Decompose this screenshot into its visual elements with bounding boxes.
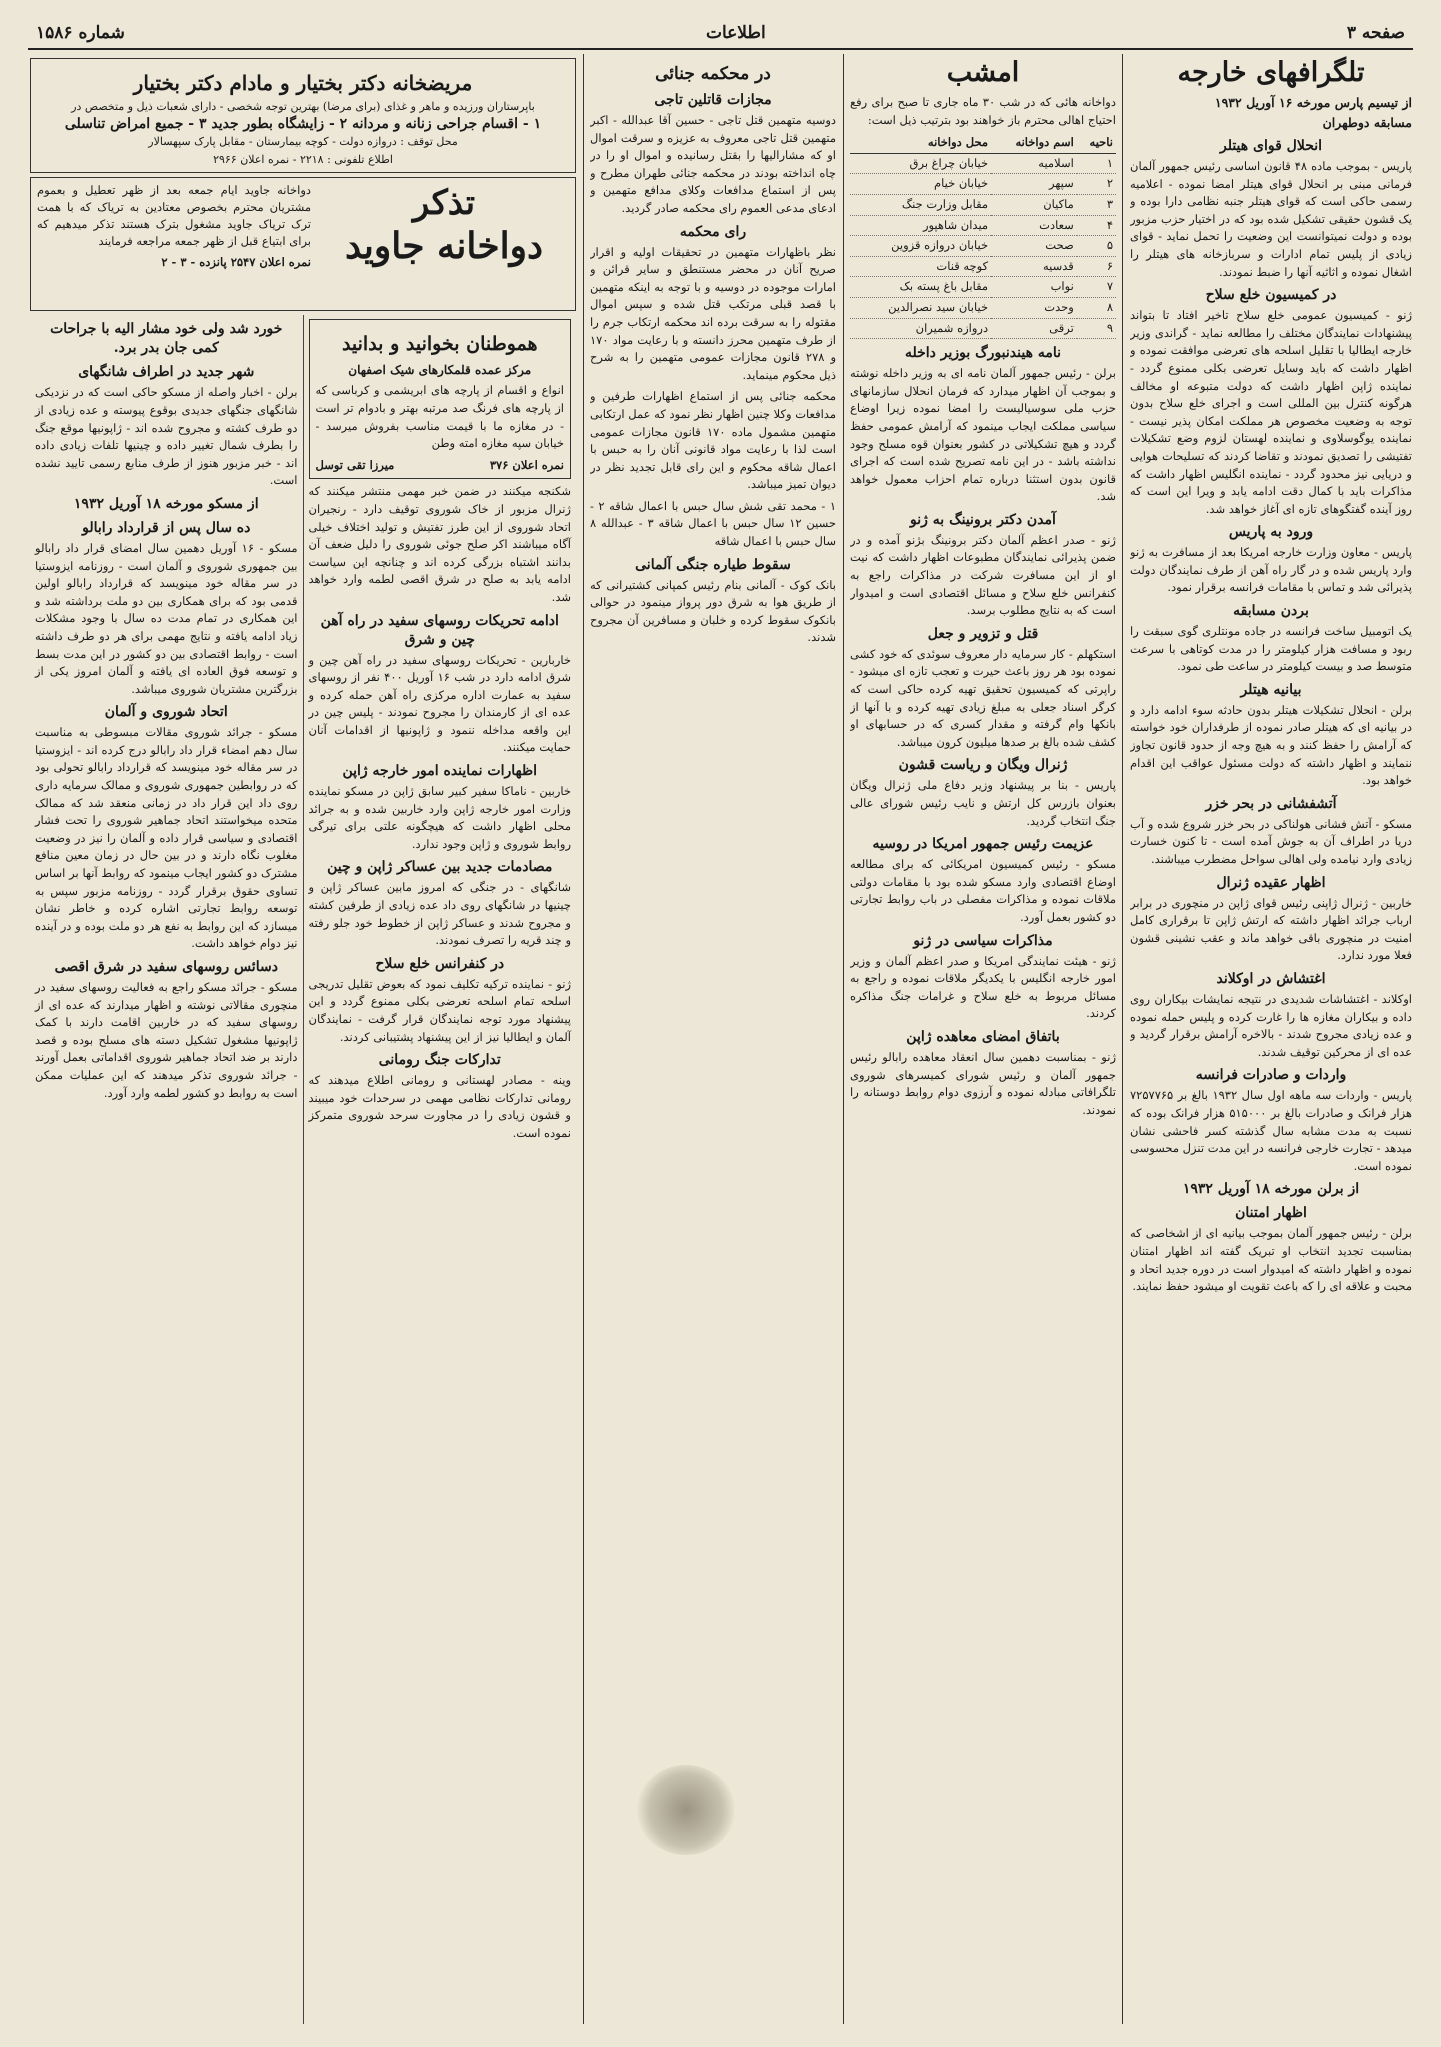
table-cell: نواب [991, 277, 1077, 298]
table-header: اسم دواخانه [991, 133, 1077, 153]
article-headline: در کمیسیون خلع سلاح [1205, 287, 1337, 304]
article-body: بانک کوک - آلمانی بنام رئیس کمپانی کشتیرانی که از طریق هوا به شرق دور پرواز مینمود در حوالی بانکوک سقوط کرده و خلبان و مسافرین آن مجروح شدند. [590, 577, 836, 645]
article-headline: انحلال قوای هیتلر [1219, 138, 1323, 154]
table-row [850, 153, 1116, 174]
table-cell: ۸ [1077, 297, 1116, 318]
article-headline: آتشفشانی در بحر خزر [1205, 795, 1337, 812]
article-list [590, 223, 836, 647]
article-list [309, 483, 572, 1142]
article-body: ژنو - بمناسبت دهمین سال انعقاد معاهده رابالو رئیس جمهور آلمان و رئیس شورای کمیسرهای شوروی تلگرافاتی مبادله نموده و آرزوی دوام روابط دوستانه را نمودند. [850, 1049, 1116, 1117]
article-headline: آمدن دکتر برونینگ به ژنو [910, 511, 1056, 528]
article-headline: دسائس روسهای سفید در شرق اقصی [54, 959, 278, 975]
table-cell: دروازه شمیران [850, 318, 991, 339]
column-divider [583, 54, 584, 2024]
article-body: اوکلاند - اغتشاشات شدیدی در نتیجه نمایشات بیکاران روی داده و بیکاران مغازه ها را غارت کرده و پلیس حمله نموده و عده زیادی مجروح شدند - بالاخره آرامش برقرار گردید و عده ای از محرکین توقیف شدند. [1130, 991, 1412, 1059]
article-headline: بردن مسابقه [1233, 603, 1309, 620]
article-headline: شهر جدید در اطراف شانگهای [78, 364, 255, 381]
ad-title: مریضخانه دکتر بختیار و مادام دکتر بختیار [133, 71, 473, 95]
article-headline: خورد شد ولی خود مشار الیه با جراحات کمی جان بدر برد. [50, 321, 283, 357]
ad-line: اطلاع تلفونی : ۲۲۱۸ - نمره اعلان ۲۹۶۶ [213, 152, 393, 166]
ad-code: نمره اعلان ۳۷۶ [489, 457, 564, 472]
article-body: مسکو - رئیس کمیسیون امریکائی که برای مطالعه اوضاع اقتصادی وارد مسکو شده بود با مقامات دولتی ملاقات نموده و مذاکرات مفصلی در باب روابط تجارتی دو کشور بعمل آورد. [850, 857, 1116, 924]
table-row [850, 256, 1116, 277]
table-cell: خیابان سید نصرالدین [850, 297, 991, 318]
ad-title: هموطنان بخوانید و بدانید [341, 333, 538, 356]
article-headline: ژنرال ویگان و ریاست قشون [898, 757, 1068, 774]
table-row [850, 215, 1116, 236]
article-body: پاریس - واردات سه ماهه اول سال ۱۹۳۲ بالغ بر ۷۲۵۷۷۶۵ هزار فرانک و صادرات بالغ بر ۵۱۵۰۰۰ هزار فرانک بوده که نسبت به مدت مشابه سال گذشته کسر فاحشی نشان میدهد - تجارت خارجی فرانسه در این مدت تنزل محسوسی نموده است. [1130, 1088, 1412, 1173]
article-headline: عزیمت رئیس جمهور امریکا در روسیه [872, 836, 1094, 853]
column-criminal-court [590, 54, 836, 2024]
ad-line: باپرستاران ورزیده و ماهر و غذای (برای مرضا) بهترین توجه شخصی - دارای شعبات ذیل و متخصص در [71, 100, 535, 113]
ad-isfahan-textiles [309, 319, 572, 479]
section-title: تلگرافهای خارجه [1177, 57, 1365, 88]
table-cell: اسلامیه [991, 153, 1077, 174]
article-body: شانگهای - در جنگی که امروز مابین عساکر ژاپن و چینیها در شانگهای روی داد عده زیادی از طرفین کشته و مجروح شدند و عساکر ژاپن از خطوط خود جلو رفته و چند قریه را تصرف نمودند. [308, 880, 571, 948]
table-row [850, 236, 1116, 257]
table-cell: ۲ [1077, 174, 1116, 195]
table-cell: ماکیان [991, 194, 1077, 215]
article-body: ژنو - صدر اعظم آلمان دکتر برونینگ بژنو آمده و در ضمن پذیرائی نمایندگان مطبوعات اظهار داشت که نیت او از این مسافرت شرکت در مذاکرات راجع به کنفرانس خلع سلاح و مسائل اقتصادی است و امیدوار است که به نتایج مطلوب برسد. [850, 532, 1116, 618]
table-cell: ۷ [1077, 277, 1116, 298]
table-row [850, 277, 1116, 298]
article-body: نظر باظهارات متهمین در تحقیقات اولیه و اقرار صریح آنان در محضر مستنطق و سایر قرائن و امارات موجوده در دوسیه و با توجه به اینکه متهمین با قصد قبلی مرتکب قتل شده و سپس اموال مقتوله را به سرقت برده اند محکمه ارتکاب جرم را از طرف متهمین محرز دانسته و با رعایت مواد ۱۷۰ و ۲۷۸ قانون مجازات عمومی متهمین را به شرح ذیل محکوم مینماید. [590, 244, 836, 382]
article-body: مسکو - جرائد مسکو راجع به فعالیت روسهای سفید در منچوری مقالاتی نوشته و اظهار میدارند که عده ای از روسهای سفید که در خاربین اقامت دارند با کمک ژاپونیها مشغول تشکیل دسته های مسلح بوده و قصد دارند بر ضد اتحاد جماهیر شوروی اقداماتی بعمل آورند - جرائد شوروی تذکر میدهند که این عملیات ممکن است به روابط دو کشور لطمه وارد آورد. [35, 980, 298, 1100]
table-cell: سعادت [991, 215, 1077, 236]
article-body: مسکو - آتش فشانی هولناکی در بحر خزر شروع شده و آب دریا در اطراف آن به جوش آمده است - تا کنون خسارت زیادی وارد نیامده ولی اهالی سواحل مضطرب میباشند. [1130, 816, 1412, 866]
table-header: محل دواخانه [850, 133, 991, 153]
table-cell: مقابل وزارت جنگ [850, 194, 991, 215]
article-headline: باتفاق امضای معاهده ژاپن [906, 1028, 1060, 1045]
section-title: امشب [946, 57, 1020, 88]
article-body: مسکو - جرائد شوروی مقالات مبسوطی به مناسبت سال دهم امضاء قرار داد رابالو درج کرده اند - ایزوستیا در سر مقاله خود مینویسد که قرارداد رابالو تحولی بود که در روابطین جمهوری شوروی و ممالک سرمایه داری روی داد این قرار داد در زمانی منعقد شد که ممالک متحده میخواستند اتحاد جماهیر شوروی را تحت فشار اقتصادی و سیاسی قرار داده و آلمان را نیز در وضعیت مغلوب نگاه دارند و در بین حال در زمان معین منافع مشترک دو کشور ایجاب مینمود که روابط آنها بر اساس تساوی حقوق برقرار گردد - روزنامه مزبور سپس به توسعه روابط تجارتی اشاره کرده و خاطر نشان میسازد که این روابط به نفع هر دو ملت بوده و در آینده نیز دوام خواهد داشت. [35, 725, 298, 951]
table-cell: ۶ [1077, 256, 1116, 277]
table-cell: ۴ [1077, 215, 1116, 236]
section-subtitle-2: مسابقه دوطهران [1322, 115, 1412, 130]
table-cell: خیابان چراغ برق [850, 153, 991, 174]
two-column-area [30, 315, 576, 2024]
table-cell: خیابان دروازه قزوین [850, 236, 991, 257]
article-headline: اغتشاش در اوکلاند [1216, 970, 1326, 987]
article-body: ژنو - هیئت نمایندگی امریکا و صدر اعظم آلمان و وزیر امور خارجه انگلیس با یکدیگر ملاقات نموده و راجع به مسائل مربوط به خلع سلاح و غرامات جنگ مذاکره کردند. [850, 953, 1116, 1021]
table-cell: ۳ [1077, 194, 1116, 215]
table-cell: خیابان خیام [850, 174, 991, 195]
article-headline: از مسکو مورخه ۱۸ آوریل ۱۹۳۲ [73, 495, 259, 512]
article-headline: ادامه تحریکات روسهای سفید در راه آهن چین و شرق [320, 612, 559, 648]
ad-title: تذکر [412, 183, 476, 224]
table-cell: ۱ [1077, 153, 1116, 174]
article-list [35, 320, 298, 1102]
table-row [850, 174, 1116, 195]
article-headline: رای محکمه [679, 223, 747, 240]
article-body: خاربارین - تحریکات روسهای سفید در راه آهن چین و شرق ادامه دارد در شب ۱۶ آوریل ۴۰۰ نفر از روسهای سفید به عمارت اداره مرکزی راه آهن حمله کرده و عده ای از کارمندان را مجروح نمودند - پلیس چین در این واقعه مداخله ننمود و ژاپونیها از اقدامات آنان حمایت میکنند. [308, 652, 571, 755]
article-headline: نامه هیندنبورگ بوزیر داخله [904, 345, 1062, 362]
table-cell: مقابل باغ پسته بک [850, 277, 991, 298]
article-headline: اظهار امتنان [1235, 1205, 1307, 1222]
ad-subtitle: مرکز عمده قلمکارهای شیک اصفهان [348, 363, 532, 378]
article-headline: مصادمات جدید بین عساکر ژاپن و چین [327, 859, 553, 876]
article-body: استکهلم - کار سرمایه دار معروف سوئدی که خود کشی نموده بود هر روز باعث حیرت و تعجب تازه ای میشود - راپرتی که کمیسیون تحقیق تهیه کرده حاکی است که کرگر اسناد جعلی به مبلغ زیادی تهیه کرده و با آنها از بانکها وام گرفته و مقدار کسری که در حسابهای او کشف شده بالغ بر صدها میلیون کرون میباشد. [850, 646, 1116, 749]
table-cell: ترقی [991, 318, 1077, 339]
article-list [850, 344, 1116, 1119]
ad-footer [316, 457, 565, 475]
article-headline: اظهار عقیده ژنرال [1216, 874, 1326, 891]
article-body: شکنجه میکنند در ضمن خبر مهمی منتشر میکنند که ژنرال مزبور از خاک شوروی توقیف دارد - رنجیران اتحاد شوروی از این طرز تفتیش و تولید اختلاف خیلی آگاه میباشند اکر صلح جوئی شوروی را دلیل ضعف آن بدانند اشتباه بزرگی کرده اند و چنانچه این سیاست ادامه یابد به صلح در شرق اقصی لطمه وارد خواهد شد. [308, 484, 571, 604]
page-number: صفحه ۳ [1346, 23, 1405, 43]
table-cell: ۹ [1077, 318, 1116, 339]
column-tonight [850, 54, 1116, 2024]
ad-javid-pharmacy [30, 177, 576, 311]
article-headline: قتل و تزویر و جعل [927, 625, 1039, 642]
ad-text: دواخانه جاوید ایام جمعه بعد از ظهر تعطیل و بعموم مشتریان محترم بخصوص معتادین به تریاک که با همت ترک تریاک جاوید مشغول بترک هستند تذکر میدهیم که برای ابتیاع قبل از ظهر جمعه مراجعه فرمایند [37, 183, 311, 249]
article-body: ژنو - نماینده ترکیه تکلیف نمود که بعوض تقلیل تدریجی اسلحه تمام اسلحه تعرضی بکلی ممنوع گردد و این پیشنهاد مورد توجه نمایندگان قرار گرفت - نمایندگان آلمان و ایطالیا نیز از این پیشنهاد پشتیبانی کردند. [308, 976, 571, 1044]
article-headline: ورود به پاریس [1228, 524, 1314, 541]
ad-left-part [319, 182, 569, 275]
article-headline: تدارکات جنگ رومانی [378, 1052, 501, 1069]
article-body: ژنو - کمیسیون عمومی خلع سلاح تاخیر افتاد تا بتواند پیشنهادات نمایندگان مختلف را مطالعه نماید - گراندی وزیر خارجه ایطالیا با تقلیل اسلحه های تعرضی موافقت نموده و اظهار داشت که باید وسایل تعرضی بکلی ممنوع گردد - نماینده ژاپن اظهار داشت که دولت متبوعه او مخالف هرگونه کنترل بین المللی است و اجرای خلع سلاح بدون توجه به وضعیت مخصوص هر مملکت امکان پذیر نیست - نماینده یوگوسلاوی و نماینده لهستان لزوم وضع تشکیلات تفتیشی را تصدیق نمودند و تقاضا کردند که تسلیحات هوایی و دریایی نیز محدود گردد - نماینده انگلیس اظهار داشت که مذاکرات باید با کمال دقت ادامه یابد و ویرا این است که روز آینده گفتگوهای تازه ای آغاز خواهد شد. [1130, 308, 1412, 516]
ad-line: ۱ - اقسام جراحی زنانه و مردانه ۲ - زایشگاه بطور جدید ۳ - جمیع امراض تناسلی [64, 115, 542, 132]
section-subtitle: مجازات قاتلین تاجی [654, 92, 772, 108]
article-body: خاربین - ناماکا سفیر کبیر سابق ژاپن در مسکو نماینده وزارت امور خارجه ژاپن وارد خاربین شده و به جرائد محلی اظهار داشت که هیچگونه علتی برای تیرگی روابط شوروی و ژاپن وجود ندارد. [308, 784, 571, 851]
ad-signature: میرزا تقی توسل [315, 457, 395, 472]
ad-line: محل توقف : دروازه دولت - کوچه بیمارستان - مقابل پارک سپهسالار [148, 135, 458, 149]
table-row [850, 194, 1116, 215]
court-intro: دوسیه متهمین قتل تاجی - حسین آقا عبدالله - اکبر متهمین قتل تاجی معروف به عزیزه و سرقت اموال او که مشارالیها را بقتل رسانیده و اموال او را در چاه انداخته بودند در محکمه جنائی طهران مطرح و پس از استماع مدافعات وکلای مدافع متهمین و ادعای مدعی العموم رای محکمه صادر گردید. [590, 113, 836, 215]
ad-text: انواع و اقسام از پارچه های ابریشمی و کرباسی که از پارچه های فرنگ صد مرتبه بهتر و بادوام تر است - در مغازه ما با قیمت مناسب بفروش میرسد - خیابان سپه مغازه امته وطن [315, 383, 564, 451]
article-headline: واردات و صادرات فرانسه [1195, 1067, 1347, 1084]
table-cell: وحدت [991, 297, 1077, 318]
article-headline: سقوط طیاره جنگی آلمانی [635, 556, 791, 573]
issue-number: شماره ۱۵۸۶ [36, 23, 125, 43]
table-cell: میدان شاهپور [850, 215, 991, 236]
left-block [30, 54, 576, 2024]
article-headline: از برلن مورخه ۱۸ آوریل ۱۹۳۲ [1182, 1181, 1360, 1198]
article-body: پاریس - بنا بر پیشنهاد وزیر دفاع ملی ژنرال ویگان بعنوان بازرس کل ارتش و نایب رئیس شورای عالی جنگ انتخاب گردید. [850, 778, 1116, 828]
article-body: یک اتومبیل ساخت فرانسه در جاده مونتلری گوی سبقت را ربود و مسافت هزار کیلومتر را در مدت کوتاهی با سرعت متوسط صد و بیست کیلومتر در ساعت طی نمود. [1130, 624, 1412, 674]
article-body: وینه - مصادر لهستانی و رومانی اطلاع میدهند که رومانی تدارکات نظامی مهمی در سرحدات خود میبیند و قشون زیادی را در مجاورت سرحد شوروی متمرکز نموده است. [308, 1073, 571, 1140]
column-divider [843, 54, 844, 2024]
section-subtitle: از تیسیم پارس مورخه ۱۶ آوریل ۱۹۳۲ [1214, 95, 1412, 110]
article-body: مسکو - ۱۶ آوریل دهمین سال امضای قرار داد رابالو بین جمهوری شوروی و آلمان است - روزنامه ایزوستیا در سر مقاله خود مینویسد که قرارداد رابالو اولین قدمی بود که برای همکاری بین دو ملت برداشته شد و این همکاری در تمام مدت ده سال با وجود مشکلات زیاد ادامه یافته و نتایج مهمی برای هر دو طرف داشته است - روابط اقتصادی بین دو کشور در این مدت بسط و توسعه فوق العاده ای یافته و آلمان امروز یکی از بزرگترین مشتریان شوروی میباشد. [35, 540, 298, 696]
section-title: در محکمه جنائی [655, 64, 771, 84]
ad-brand: دواخانه جاوید [344, 225, 544, 268]
table-cell: کوچه قنات [850, 256, 991, 277]
pharmacy-intro: دواخانه هائی که در شب ۳۰ ماه جاری تا صبح برای رفع احتیاج اهالی محترم باز خواهند بود بترتیب ذیل است: [850, 95, 1116, 127]
paper-name: اطلاعات [705, 23, 766, 43]
table-header: ناحیه [1077, 133, 1116, 153]
table-row [850, 297, 1116, 318]
article-headline: ده سال پس از قرارداد رابالو [82, 519, 251, 536]
ad-bakhtiar-hospital [30, 58, 576, 173]
table-cell: ۵ [1077, 236, 1116, 257]
article-body: پاریس - معاون وزارت خارجه امریکا بعد از مسافرت به ژنو وارد پاریس شده و در گار راه آهن از طرف نمایندگان دولت پذیرائی شد و تماس با مقامات فرانسه برقرار نمود. [1130, 545, 1412, 595]
article-body: خاربین - ژنرال ژاپنی رئیس قوای ژاپن در منچوری در برابر ارباب جرائد اظهار داشته که ارتش ژاپن تا برقراری کامل امنیت در منچوری باقی خواهد ماند و عقب نشینی قشون فعلا مورد ندارد. [1130, 895, 1412, 963]
article-body: برلن - انحلال تشکیلات هیتلر بدون حادثه سوء ادامه دارد و در بیانیه ای که هیتلر صادر نموده از طرفداران خود خواسته که آرامش را حفظ کنند و به هیچ وجه از حدود قانون تجاوز ننمایند و اظهار داشته که دولت مسئول عواقب این اقدام خواهد بود. [1130, 702, 1412, 788]
article-headline: اظهارات نماینده امور خارجه ژاپن [342, 763, 538, 780]
article-body: پاریس - بموجب ماده ۴۸ قانون اساسی رئیس جمهور آلمان فرمانی مبنی بر انحلال قوای هیتلر امضا نموده - اعلامیه رسمی حاکی است که قوای هیتلر جنبه نظامی دارا بوده و یک قشون حقیقی تشکیل شده بود که در اختیار حزب مزبور بوده و دولت نمیتوانست این وضعیت را تحمل نماید - قوای زیادی از پلیس تمام ادارات و سربازخانه های هیتلر را اشغال نموده و اثاثیه آنها را ضبط نمودند. [1130, 159, 1412, 279]
table-cell: صحت [991, 236, 1077, 257]
table-cell: سپهر [991, 174, 1077, 195]
article-body: برلن - اخبار واصله از مسکو حاکی است که در نزدیکی شانگهای جنگهای جدیدی بوقوع پیوسته و عده زیادی از دو طرف کشته و مجروح شده اند - ژاپونیها موقع جنگ را بطرف شمال تغییر داده و چینیها تلفات زیادی داده اند - خبر مزبور هنوز از طرف منابع رسمی تایید نشده است. [35, 385, 298, 488]
article-body: برلن - رئیس جمهور آلمان بموجب بیانیه ای از اشخاصی که بمناسبت تجدید انتخاب او تبریک گفته اند اظهار امتنان نموده و اظهار داشته که امیدوار است در دوره جدید اتحاد و محبت و علاقه ای را که باعث تقویت او میشود حفظ نمایند. [1130, 1226, 1412, 1294]
ad-right-part [37, 182, 319, 275]
column-divider [1122, 54, 1123, 2024]
article-headline: مذاکرات سیاسی در ژنو [913, 932, 1053, 949]
article-headline: در کنفرانس خلع سلاح [375, 955, 505, 972]
table-cell: قدسیه [991, 256, 1077, 277]
ink-stain [637, 1765, 735, 1855]
sub-column-left [30, 315, 304, 2024]
article-list [1130, 137, 1412, 1296]
table-row [850, 318, 1116, 339]
article-headline: بیانیه هیتلر [1240, 681, 1302, 698]
masthead [28, 18, 1413, 50]
article-body: ۱ - محمد تقی شش سال حبس با اعمال شاقه ۲ - حسین ۱۲ سال حبس با اعمال شاقه ۳ - عبدالله ۸ سال حبس با اعمال شاقه [590, 498, 836, 549]
article-body: محکمه جنائی پس از استماع اظهارات طرفین و مدافعات وکلا چنین اظهار نظر نمود که عمل ارتکابی متهمین مشمول ماده ۱۷۰ قانون مجازات عمومی است لذا با رعایت مواد قانونی آنان را به حبس با اعمال شاقه محکوم و این رای قابل تجدید نظر در دیوان تمیز میباشد. [590, 389, 836, 492]
article-body: برلن - رئیس جمهور آلمان نامه ای به وزیر داخله نوشته و بموجب آن اظهار میدارد که فرمان انحلال سازمانهای حزب ملی سوسیالیست را امضا نموده زیرا اوضاع سیاسی مملکت ایجاب مینمود که آرامش عمومی حفظ گردد و هیچ تشکیلاتی در کشور بعنوان قوه مسلح وجود نداشته باشد - در این نامه تصریح شده است که اجرای قانون بدون استثنا درباره تمام احزاب معمول خواهد شد. [850, 366, 1116, 504]
column-foreign-telegrams [1130, 54, 1412, 2024]
ad-code: نمره اعلان ۲۵۴۷ پانزده - ۳ - ۲ [161, 255, 311, 270]
sub-column-right [304, 315, 577, 2024]
pharmacy-table [850, 133, 1116, 339]
article-headline: اتحاد شوروی و آلمان [104, 704, 228, 721]
